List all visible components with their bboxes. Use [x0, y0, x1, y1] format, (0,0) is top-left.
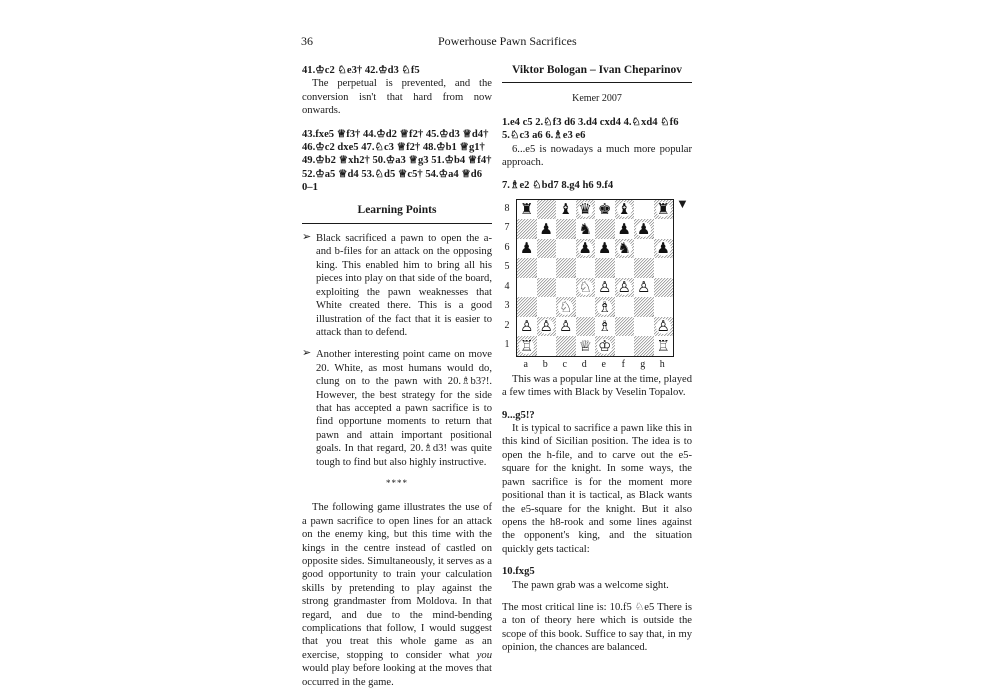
emphasis-you: you — [476, 649, 492, 661]
commentary-critical-line: The most critical line is: 10.f5 ♘e5 There is a ton of theory here which is outside the scope of this book. Suffice to say that, in my opinion, the chances are balanced. — [502, 601, 692, 654]
chess-piece-icon: ♙ — [637, 278, 651, 297]
square-a5 — [517, 258, 537, 278]
commentary-6e5: 6...e5 is nowadays a much more popular approach. — [502, 143, 692, 169]
moves-7-9: 7.♗e2 ♘bd7 8.g4 h6 9.f4 — [502, 180, 614, 192]
game-result: 0–1 — [302, 182, 318, 194]
square-g7 — [634, 219, 654, 239]
square-g4 — [634, 278, 654, 298]
running-head: Powerhouse Pawn Sacrifices — [438, 34, 577, 48]
left-column — [302, 64, 492, 689]
square-f1 — [615, 336, 635, 356]
chess-piece-icon: ♟ — [520, 239, 534, 258]
learning-point — [302, 232, 492, 339]
square-g1 — [634, 336, 654, 356]
file-label: h — [659, 358, 665, 370]
chess-piece-icon: ♟ — [637, 219, 651, 238]
chess-piece-icon: ♟ — [578, 239, 592, 258]
chess-piece-icon: ♗ — [598, 297, 612, 316]
square-f5 — [615, 258, 635, 278]
square-f6 — [615, 239, 635, 259]
square-b3 — [537, 297, 557, 317]
file-label: c — [562, 358, 567, 370]
chess-piece-icon: ♙ — [539, 317, 553, 336]
chess-board — [516, 199, 674, 357]
square-a4 — [517, 278, 537, 298]
chess-piece-icon: ♛ — [578, 200, 592, 219]
square-h5 — [654, 258, 674, 278]
rank-label: 4 — [504, 280, 510, 292]
rank-label: 5 — [504, 261, 510, 273]
square-e5 — [595, 258, 615, 278]
arrow-bullet-icon: ➢ — [302, 347, 312, 360]
chess-piece-icon: ♙ — [617, 278, 631, 297]
square-e1 — [595, 336, 615, 356]
moves-43-54: 43.fxe5 ♕f3† 44.♔d2 ♕f2† 45.♔d3 ♕d4† 46.♔c2 dxe5 47.♘c3 ♕f2† 48.♔b1 ♕g1† 49.♔b2 ♕xh2† 50.♔a3 ♕g3 51.♔b4 ♕f4† 52.♔a5 ♕d4 53.♘d5 ♕c5† 54.♔a4 ♕d6 — [302, 128, 492, 180]
chess-piece-icon: ♟ — [617, 219, 631, 238]
rank-label: 7 — [504, 222, 510, 234]
square-f2 — [615, 317, 635, 337]
square-b8 — [537, 200, 557, 220]
move-10-fxg5: 10.fxg5 — [502, 566, 535, 578]
square-f8 — [615, 200, 635, 220]
square-c6 — [556, 239, 576, 259]
chess-piece-icon: ♜ — [656, 200, 670, 219]
commentary-pawn-sacrifice: It is typical to sacrifice a pawn like this in this kind of Sicilian position. The idea is to open the h-file, and to carve out the e5-square for the knight. In some ways, the pawn sacrifice is for the moment more positional than it is tactical, as Black wants the e5-square for the knight. But it also opens the h8-rook and some lines against the opponent's king, and the situation quickly gets tactical: — [502, 423, 692, 555]
square-c8 — [556, 200, 576, 220]
chess-piece-icon: ♞ — [578, 219, 592, 238]
square-d7 — [576, 219, 596, 239]
game-title: Viktor Bologan – Ivan Cheparinov — [512, 64, 682, 76]
learning-point-text: Black sacrificed a pawn to open the a- and b-files for an attack on the opposing king. This enabled him to bring all his pieces into play on that side of the board, exploiting the pawn weaknesses that White created there. This is a good illustration of the fact that it is easier to attack than to defend. — [316, 233, 492, 338]
chess-piece-icon: ♘ — [559, 297, 573, 316]
learning-points-list — [302, 232, 492, 469]
section-separator: **** — [386, 477, 408, 488]
commentary-perpetual: The perpetual is prevented, and the conversion isn't that hard from now onwards. — [302, 78, 492, 117]
square-f4 — [615, 278, 635, 298]
arrow-bullet-icon: ➢ — [302, 231, 312, 244]
rank-label: 8 — [504, 202, 510, 214]
chess-diagram — [502, 197, 692, 373]
square-b6 — [537, 239, 557, 259]
chess-piece-icon: ♜ — [520, 200, 534, 219]
title-rule — [502, 82, 692, 83]
chess-piece-icon: ♟ — [539, 219, 553, 238]
chess-piece-icon: ♙ — [559, 317, 573, 336]
chess-piece-icon: ♞ — [617, 239, 631, 258]
square-f3 — [615, 297, 635, 317]
square-c2 — [556, 317, 576, 337]
square-d6 — [576, 239, 596, 259]
commentary-pawn-grab: The pawn grab was a welcome sight. — [512, 579, 669, 591]
square-c3 — [556, 297, 576, 317]
square-g5 — [634, 258, 654, 278]
square-g3 — [634, 297, 654, 317]
square-b5 — [537, 258, 557, 278]
square-h8 — [654, 200, 674, 220]
chess-piece-icon: ♝ — [617, 200, 631, 219]
square-g2 — [634, 317, 654, 337]
square-h1 — [654, 336, 674, 356]
chess-piece-icon: ♔ — [598, 336, 612, 355]
square-h3 — [654, 297, 674, 317]
square-b4 — [537, 278, 557, 298]
square-e8 — [595, 200, 615, 220]
file-label: f — [621, 358, 625, 370]
square-e3 — [595, 297, 615, 317]
chess-piece-icon: ♚ — [598, 200, 612, 219]
chess-piece-icon: ♝ — [559, 200, 573, 219]
file-label: g — [640, 358, 646, 370]
square-a3 — [517, 297, 537, 317]
square-e4 — [595, 278, 615, 298]
heading-rule — [302, 223, 492, 224]
square-d8 — [576, 200, 596, 220]
file-label: a — [523, 358, 528, 370]
square-d2 — [576, 317, 596, 337]
file-label: b — [542, 358, 548, 370]
game-venue: Kemer 2007 — [572, 93, 622, 105]
chess-piece-icon: ♟ — [656, 239, 670, 258]
chess-piece-icon: ♕ — [578, 336, 592, 355]
file-label: e — [601, 358, 606, 370]
square-a2 — [517, 317, 537, 337]
right-column — [502, 64, 692, 655]
square-c7 — [556, 219, 576, 239]
chess-piece-icon: ♙ — [520, 317, 534, 336]
square-h4 — [654, 278, 674, 298]
moves-1-6: 1.e4 c5 2.♘f3 d6 3.d4 cxd4 4.♘xd4 ♘f6 5.♘c3 a6 6.♗e3 e6 — [502, 116, 679, 142]
square-g6 — [634, 239, 654, 259]
square-a7 — [517, 219, 537, 239]
commentary-topalov: This was a popular line at the time, played a few times with Black by Veselin Topalov. — [502, 373, 692, 399]
black-to-move-icon: ▼ — [676, 195, 689, 211]
square-a6 — [517, 239, 537, 259]
rank-label: 2 — [504, 319, 510, 331]
learning-point-text: Another interesting point came on move 20. White, as most humans would do, clung on to the pawn with 20.♗b3?!. However, the best strategy for the side that has accepted a pawn sacrifice is to find opportune moments to return that pawn and attain important positional goals. In that regard, 20.♗d3! was quite tough to find but also highly instructive. — [316, 349, 492, 468]
intro-paragraph: The following game illustrates the use of a pawn sacrifice to open lines for an attack on the enemy king, but this time with the kings in the centre instead of castled on opposite sides. Simultaneously, it serves as a good opportunity to train your calculation skills by pretending to play against the strong grandmaster from Moldova. In that regard, and due to the mind-bending complications that follow, I would suggest that you treat this whole game as an exercise, stopping to consider what you would play before looking at the moves that occurred in the game. — [302, 502, 492, 688]
chess-piece-icon: ♘ — [578, 278, 592, 297]
square-d1 — [576, 336, 596, 356]
square-b1 — [537, 336, 557, 356]
square-e6 — [595, 239, 615, 259]
chess-piece-icon: ♙ — [656, 317, 670, 336]
file-label: d — [581, 358, 587, 370]
rank-label: 6 — [504, 241, 510, 253]
square-d3 — [576, 297, 596, 317]
square-b7 — [537, 219, 557, 239]
square-h2 — [654, 317, 674, 337]
square-c1 — [556, 336, 576, 356]
chess-piece-icon: ♖ — [656, 336, 670, 355]
square-d4 — [576, 278, 596, 298]
square-b2 — [537, 317, 557, 337]
learning-point — [302, 348, 492, 469]
chess-piece-icon: ♖ — [520, 336, 534, 355]
square-a1 — [517, 336, 537, 356]
chess-piece-icon: ♙ — [598, 278, 612, 297]
square-f7 — [615, 219, 635, 239]
square-c5 — [556, 258, 576, 278]
rank-label: 3 — [504, 300, 510, 312]
square-g8 — [634, 200, 654, 220]
chess-piece-icon: ♗ — [598, 317, 612, 336]
square-h6 — [654, 239, 674, 259]
square-e7 — [595, 219, 615, 239]
learning-points-heading: Learning Points — [357, 203, 437, 216]
rank-label: 1 — [504, 339, 510, 351]
square-d5 — [576, 258, 596, 278]
moves-41-42: 41.♔c2 ♘e3† 42.♔d3 ♘f5 — [302, 65, 420, 76]
square-c4 — [556, 278, 576, 298]
chess-piece-icon: ♟ — [598, 239, 612, 258]
square-e2 — [595, 317, 615, 337]
square-h7 — [654, 219, 674, 239]
square-a8 — [517, 200, 537, 220]
move-9-g5: 9...g5!? — [502, 409, 535, 421]
page-number: 36 — [301, 34, 313, 48]
